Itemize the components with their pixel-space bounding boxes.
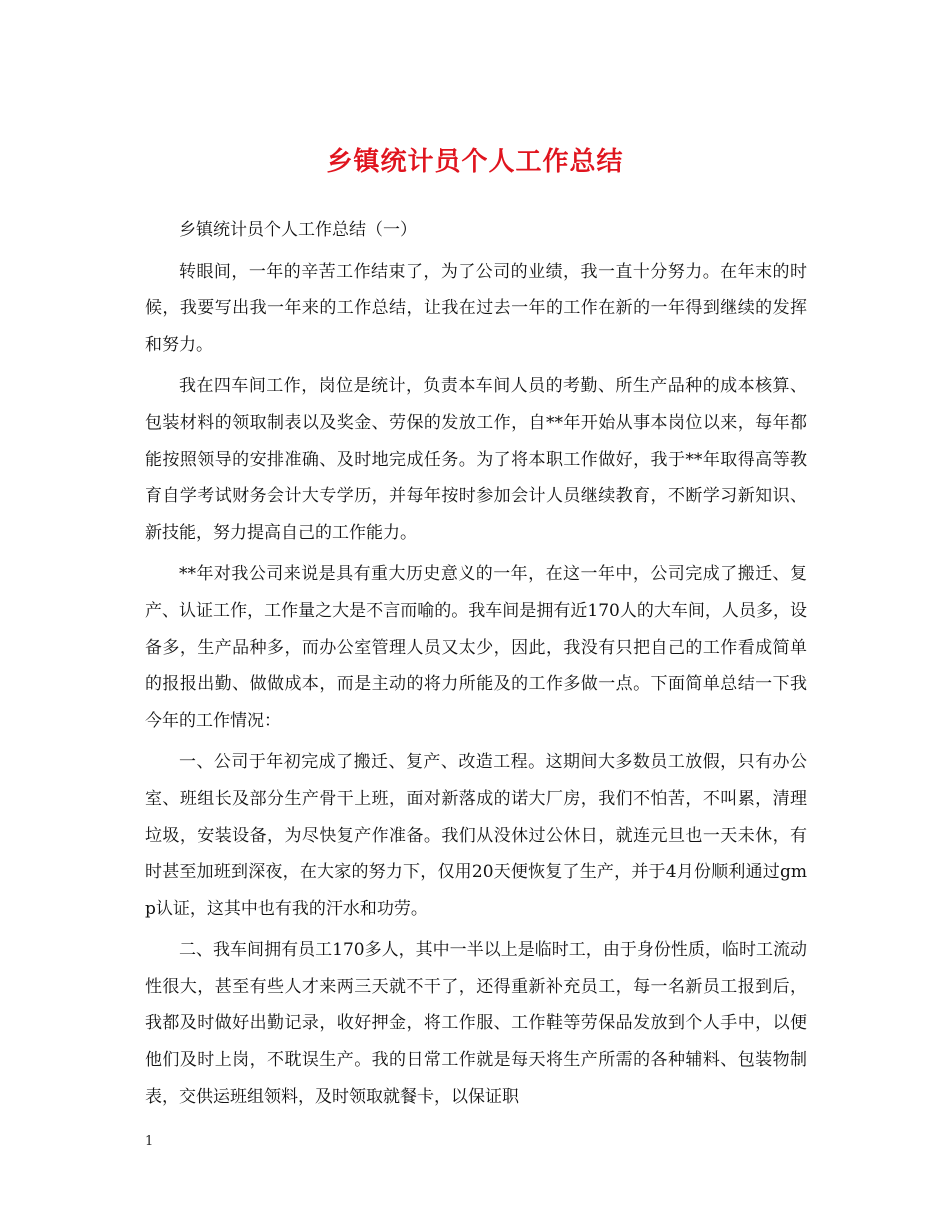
paragraph-intro: 转眼间，一年的辛苦工作结束了，为了公司的业绩，我一直十分努力。在年末的时候，我要写出我一年来的工作总结，让我在过去一年的工作在新的一年得到继续的发挥和努力。	[145, 261, 807, 355]
page-number: 1	[145, 1134, 154, 1149]
paragraph-year-overview: **年对我公司来说是具有重大历史意义的一年，在这一年中，公司完成了搬迁、复产、认证工作，工作量之大是不言而喻的。我车间是拥有近170人的大车间，人员多，设备多，生产品种多，而办公室管理人员又太少，因此，我没有只把自己的工作看成简单的报报出勤、做做成本，而是主动的将力所能及的工作多做一点。下面简单总结一下我今年的工作情况：	[145, 564, 807, 731]
paragraph-item-one: 一、公司于年初完成了搬迁、复产、改造工程。这期间大多数员工放假，只有办公室、班组长及部分生产骨干上班，面对新落成的诺大厂房，我们不怕苦，不叫累，清理垃圾，安装设备，为尽快复产作准备。我们从没休过公休日，就连元旦也一天未休，有时甚至加班到深夜，在大家的努力下，仅用20天便恢复了生产，并于4月份顺利通过gmp认证，这其中也有我的汗水和功劳。	[145, 752, 807, 919]
paragraph-position: 我在四车间工作，岗位是统计，负责本车间人员的考勤、所生产品种的成本核算、包装材料的领取制表以及奖金、劳保的发放工作，自**年开始从事本岗位以来，每年都能按照领导的安排准确、及时地完成任务。为了将本职工作做好，我于**年取得高等教育自学考试财务会计大专学历，并每年按时参加会计人员继续教育，不断学习新知识、新技能，努力提高自己的工作能力。	[145, 376, 807, 543]
document-body	[145, 212, 807, 1120]
paragraph-item-two: 二、我车间拥有员工170多人，其中一半以上是临时工，由于身份性质，临时工流动性很大，甚至有些人才来两三天就不干了，还得重新补充员工，每一名新员工报到后，我都及时做好出勤记录，收好押金，将工作服、工作鞋等劳保品发放到个人手中，以便他们及时上岗，不耽误生产。我的日常工作就是每天将生产所需的各种辅料、包装物制表，交供运班组领料，及时领取就餐卡，以保证职	[145, 940, 807, 1107]
document-title: 乡镇统计员个人工作总结	[326, 147, 624, 177]
section-subheading: 乡镇统计员个人工作总结（一）	[179, 220, 417, 240]
